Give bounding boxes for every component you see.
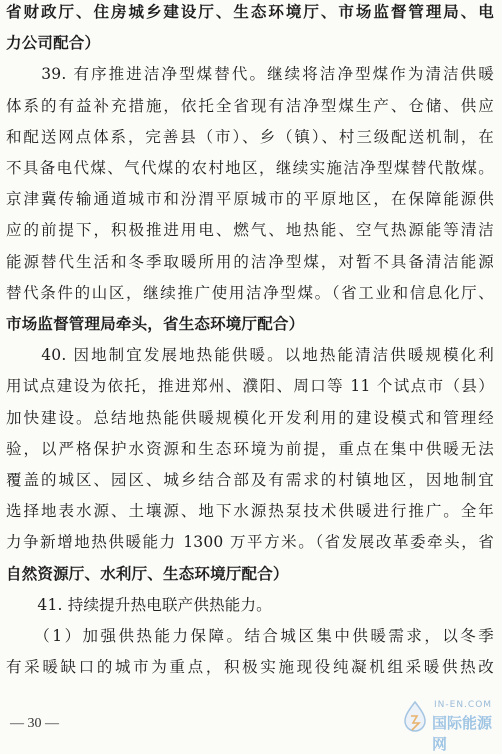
text-line: 覆盖的城区、园区、城乡结合部及有需求的村镇地区，因地制宜	[6, 471, 494, 489]
text-line: 力公司配合）	[6, 33, 101, 53]
text-line: 和配送网点体系，完善县（市）、乡（镇）、村三级配送机制，在	[6, 127, 494, 146]
text-line: 应的前提下，积极推进用电、燃气、地热能、空气热源能等清洁	[6, 221, 494, 240]
text-line: 替代条件的山区，继续推广使用洁净型煤。（省工业和信息化厅、	[6, 283, 494, 302]
text-line: 力争新增地热供暖能力 1300 万平方米。（省发展改革委牵头，省	[6, 533, 494, 552]
watermark	[398, 696, 498, 753]
text-line: 市场监督管理局牵头，省生态环境厅配合）	[6, 314, 305, 333]
text-line: 不具备电代煤、气代煤的农村地区，继续实施洁净型煤替代散煤。	[6, 159, 494, 177]
text-line: 40. 因地制宜发展地热能供暖。以地热能清洁供暖规模化利	[6, 346, 494, 365]
page-number: — 30 —	[10, 716, 59, 731]
text-line: 京津冀传输通道城市和汾渭平原城市的平原地区，在保障能源供	[6, 190, 494, 209]
text-line: 验，以严格保护水资源和生态环境为前提，重点在集中供暖无法	[6, 439, 494, 458]
text-line: （1）加强供热能力保障。结合城区集中供暖需求，以冬季	[6, 627, 494, 645]
energy-logo-icon	[400, 700, 430, 732]
text-line: 用试点建设为依托，推进郑州、濮阳、周口等 11 个试点市（县）	[6, 377, 494, 396]
text-line: 39. 有序推进洁净型煤替代。继续将洁净型煤作为清洁供暖	[6, 65, 494, 84]
watermark-brand: IN-EN.COM	[434, 700, 493, 710]
text-line: 体系的有益补充措施，依托全省现有洁净型煤生产、仓储、供应	[6, 96, 494, 115]
text-line: 加快建设。总结地热能供暖规模化开发利用的建设模式和管理经	[6, 408, 494, 427]
text-line: 41. 持续提升热电联产供热能力。	[6, 595, 272, 614]
text-line: 能源替代生活和冬季取暖所用的洁净型煤，对暂不具备清洁能源	[6, 252, 494, 271]
text-line: 选择地表水源、土壤源、地下水源热泵技术供暖进行推广。全年	[6, 502, 494, 521]
text-line: 有采暖缺口的城市为重点，积极实施现役纯凝机组采暖供热改	[6, 658, 494, 677]
text-line: 省财政厅、住房城乡建设厅、生态环境厅、市场监督管理局、电	[6, 2, 494, 21]
text-line: 自然资源厅、水利厅、生态环境厅配合）	[6, 563, 289, 583]
watermark-text: 国际能源网	[432, 714, 493, 753]
